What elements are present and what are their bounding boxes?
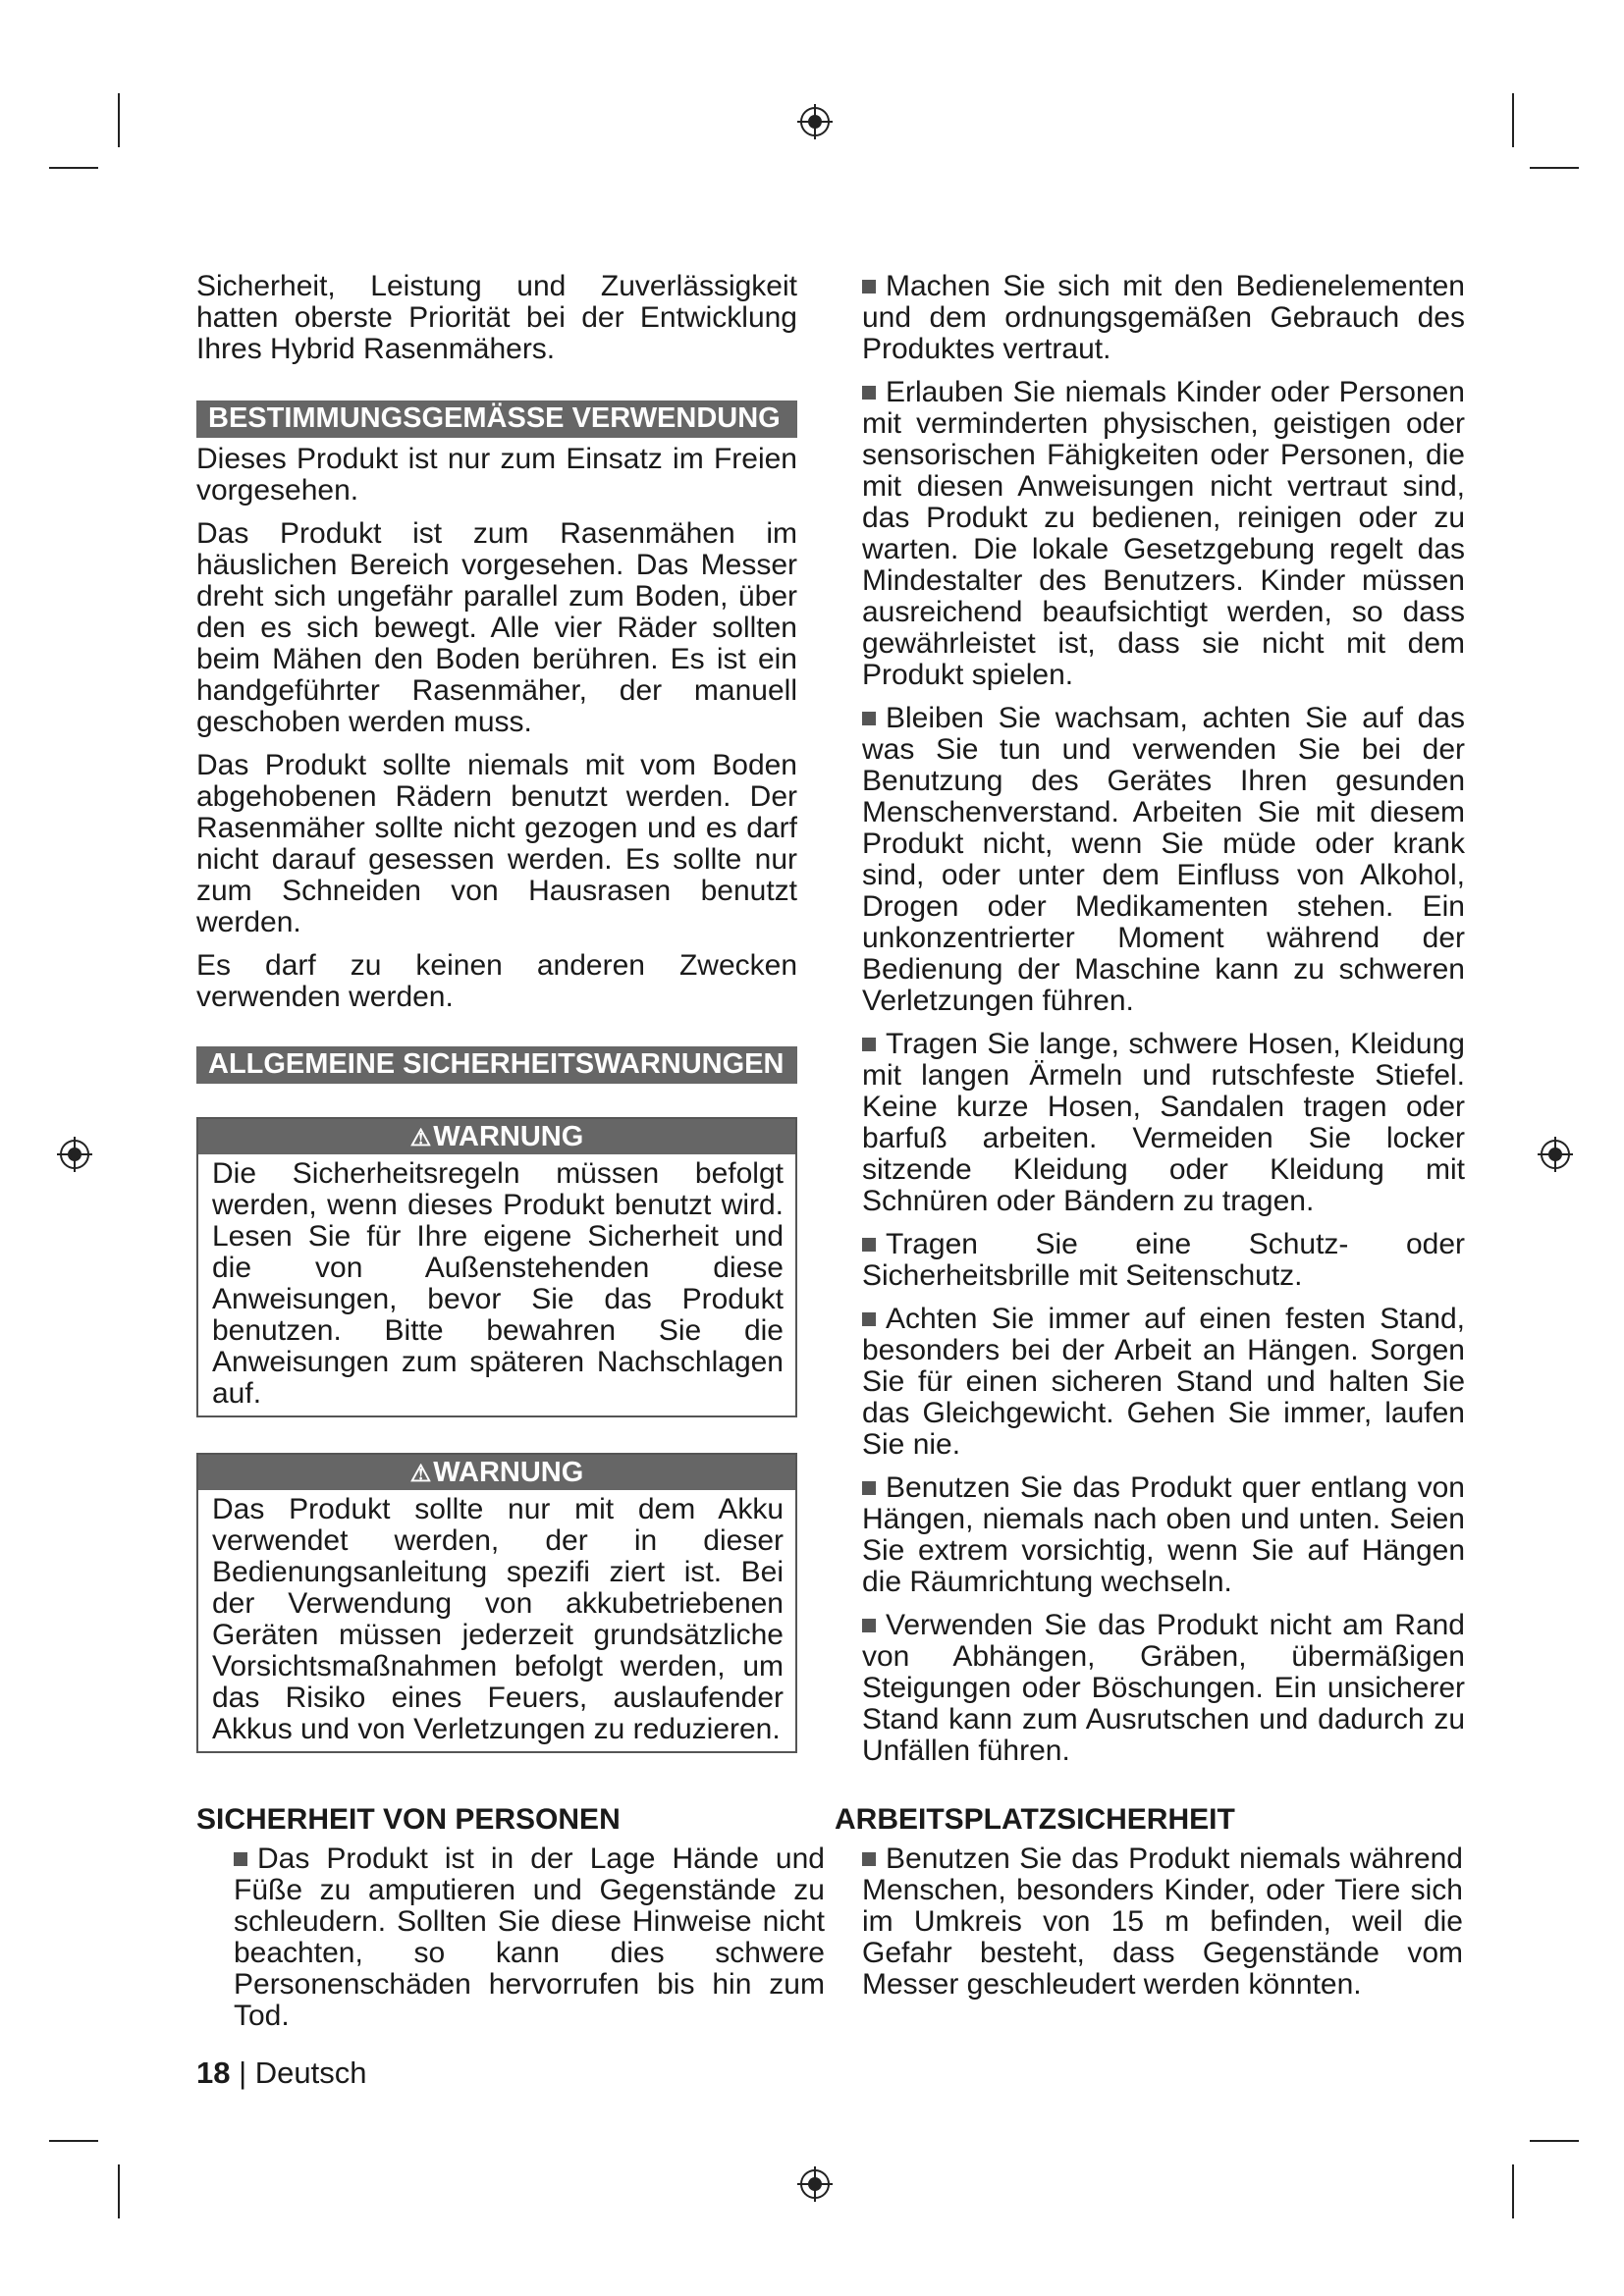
registration-mark-icon	[795, 2164, 835, 2204]
section-heading-personal-safety: SICHERHEIT VON PERSONEN	[196, 1803, 621, 1836]
crop-mark	[49, 2140, 98, 2142]
list-item	[862, 1229, 1465, 1292]
list-item	[862, 703, 1465, 1017]
warning-label: WARNUNG	[433, 1121, 584, 1152]
paragraph: Das Produkt ist zum Rasenmähen im häuslichen Bereich vorgesehen. Das Messer dreht sich ungefähr parallel zum Boden, über den es sich bewegt. Alle vier Räder sollten beim Mähen den Boden berühren. Es ist ein handgeführter Rasenmäher, der manuell geschoben werden muss.	[196, 517, 797, 738]
bullet-text: Tragen Sie eine Schutz- oder Sicherheitsbrille mit Seitenschutz.	[862, 1228, 1465, 1292]
right-column	[862, 271, 1465, 1779]
bullet-text: Benutzen Sie das Produkt quer entlang von Hängen, niemals nach oben und unten. Seien Sie extrem vorsichtig, wenn Sie auf Hängen die Räumrichtung wechseln.	[862, 1471, 1465, 1598]
workplace-safety-section	[835, 1804, 1463, 2012]
crop-mark	[118, 2164, 120, 2218]
personal-safety-section	[196, 1804, 825, 2044]
crop-mark	[1530, 167, 1579, 169]
page-footer	[196, 2056, 367, 2091]
warning-box	[196, 1453, 797, 1753]
list-item	[862, 271, 1465, 365]
footer-separator: |	[239, 2056, 247, 2090]
bullet-text: Tragen Sie lange, schwere Hosen, Kleidung mit langen Ärmeln und rutschfeste Stiefel. Keine kurze Hosen, Sandalen tragen oder barfuß arbeiten. Vermeiden Sie locker sitzende Kleidung oder Kleidung mit Schnüren oder Bändern zu tragen.	[862, 1028, 1465, 1217]
bullet-icon	[862, 712, 876, 725]
paragraph: Das Produkt sollte niemals mit vom Boden abgehobenen Rädern benutzt werden. Der Rasenmäher sollte nicht gezogen und es darf nicht darauf gesessen werden. Es sollte nur zum Schneiden von Hausrasen benutzt werden.	[196, 749, 797, 938]
crop-mark	[1512, 93, 1514, 147]
section-heading-workplace-safety: ARBEITSPLATZSICHERHEIT	[835, 1803, 1235, 1836]
section-heading-intended-use: BESTIMMUNGSGEMÄSSE VERWENDUNG	[196, 400, 797, 438]
bullet-icon	[862, 386, 876, 400]
crop-mark	[118, 93, 120, 147]
paragraph: Es darf zu keinen anderen Zwecken verwenden werden.	[196, 949, 797, 1013]
list-item	[862, 1610, 1465, 1767]
bullet-icon	[862, 1038, 876, 1051]
bullet-icon	[862, 1852, 876, 1866]
bullet-icon	[862, 1238, 876, 1252]
warning-header	[198, 1455, 795, 1490]
crop-mark	[1512, 2164, 1514, 2218]
bullet-icon	[862, 280, 876, 294]
intro-paragraph: Sicherheit, Leistung und Zuverlässigkeit hatten oberste Priorität bei der Entwicklung Ihres Hybrid Rasenmähers.	[196, 270, 797, 365]
list-item	[862, 377, 1465, 691]
warning-box	[196, 1117, 797, 1417]
crop-mark	[1530, 2140, 1579, 2142]
registration-mark-icon	[795, 102, 835, 141]
registration-mark-icon	[55, 1135, 94, 1174]
list-item	[196, 1843, 825, 2032]
list-item	[862, 1029, 1465, 1217]
paragraph: Dieses Produkt ist nur zum Einsatz im Freien vorgesehen.	[196, 443, 797, 507]
bullet-icon	[234, 1852, 247, 1866]
bullet-icon	[862, 1312, 876, 1326]
bullet-icon	[862, 1619, 876, 1632]
bullet-text: Machen Sie sich mit den Bedienelementen und dem ordnungsgemäßen Gebrauch des Produktes vertraut.	[862, 270, 1465, 365]
bullet-text: Bleiben Sie wachsam, achten Sie auf das was Sie tun und verwenden Sie bei der Benutzung des Gerätes Ihren gesunden Menschenverstand. Arbeiten Sie mit diesem Produkt nicht, wenn Sie müde oder krank sind, oder unter dem Einfluss von Alkohol, Drogen oder Medikamenten stehen. Ein unkonzentrierter Moment während der Bedienung der Maschine kann zu schweren Verletzungen führen.	[862, 702, 1465, 1017]
bullet-text: Erlauben Sie niemals Kinder oder Personen mit verminderten physischen, geistigen oder sensorischen Fähigkeiten oder Personen, die mit diesen Anweisungen nicht vertraut sind, das Produkt zu bedienen, reinigen oder zu warten. Die lokale Gesetzgebung regelt das Mindestalter des Benutzers. Kinder müssen ausreichend beaufsichtigt werden, so dass gewährleistet ist, dass sie nicht mit dem Produkt spielen.	[862, 376, 1465, 691]
warning-triangle-icon: ⚠	[409, 1125, 432, 1151]
bullet-text: Achten Sie immer auf einen festen Stand, besonders bei der Arbeit an Hängen. Sorgen Sie für einen sicheren Stand und halten Sie das Gleichgewicht. Gehen Sie immer, laufen Sie nie.	[862, 1303, 1465, 1461]
list-item	[862, 1472, 1465, 1598]
bullet-icon	[862, 1481, 876, 1495]
warning-header	[198, 1119, 795, 1154]
bullet-text: Benutzen Sie das Produkt niemals während Menschen, besonders Kinder, oder Tiere sich im Umkreis von 15 m befinden, weil die Gefahr besteht, dass Gegenstände vom Messer geschleudert werden könnten.	[862, 1842, 1463, 2001]
bullet-text: Verwenden Sie das Produkt nicht am Rand von Abhängen, Gräben, übermäßigen Steigungen oder Böschungen. Ein unsicherer Stand kann zum Ausrutschen und dadurch zu Unfällen führen.	[862, 1609, 1465, 1767]
list-item	[835, 1843, 1463, 2001]
left-column	[196, 271, 797, 1753]
warning-label: WARNUNG	[433, 1457, 584, 1488]
section-heading-general-warnings: ALLGEMEINE SICHERHEITSWARNUNGEN	[196, 1046, 797, 1084]
bullet-text: Das Produkt ist in der Lage Hände und Füße zu amputieren und Gegenstände zu schleudern. Sollten Sie diese Hinweise nicht beachten, so kann dies schwere Personenschäden hervorrufen bis hin zum Tod.	[234, 1842, 825, 2032]
warning-text: Die Sicherheitsregeln müssen befolgt werden, wenn dieses Produkt benutzt wird. Lesen Sie für Ihre eigene Sicherheit und die von Außenstehenden diese Anweisungen, bevor Sie das Produkt benutzen. Bitte bewahren Sie die Anweisungen zum späteren Nachschlagen auf.	[212, 1157, 784, 1410]
crop-mark	[49, 167, 98, 169]
page-number: 18	[196, 2056, 231, 2090]
registration-mark-icon	[1536, 1135, 1575, 1174]
list-item	[862, 1304, 1465, 1461]
footer-language: Deutsch	[254, 2056, 367, 2090]
warning-triangle-icon: ⚠	[409, 1461, 432, 1487]
warning-text: Das Produkt sollte nur mit dem Akku verwendet werden, der in dieser Bedienungsanleitung spezifi ziert ist. Bei der Verwendung von akkubetriebenen Geräten müssen jederzeit grundsätzliche Vorsichtsmaßnahmen befolgt werden, um das Risiko eines Feuers, auslaufender Akkus und von Verletzungen zu reduzieren.	[212, 1493, 784, 1745]
